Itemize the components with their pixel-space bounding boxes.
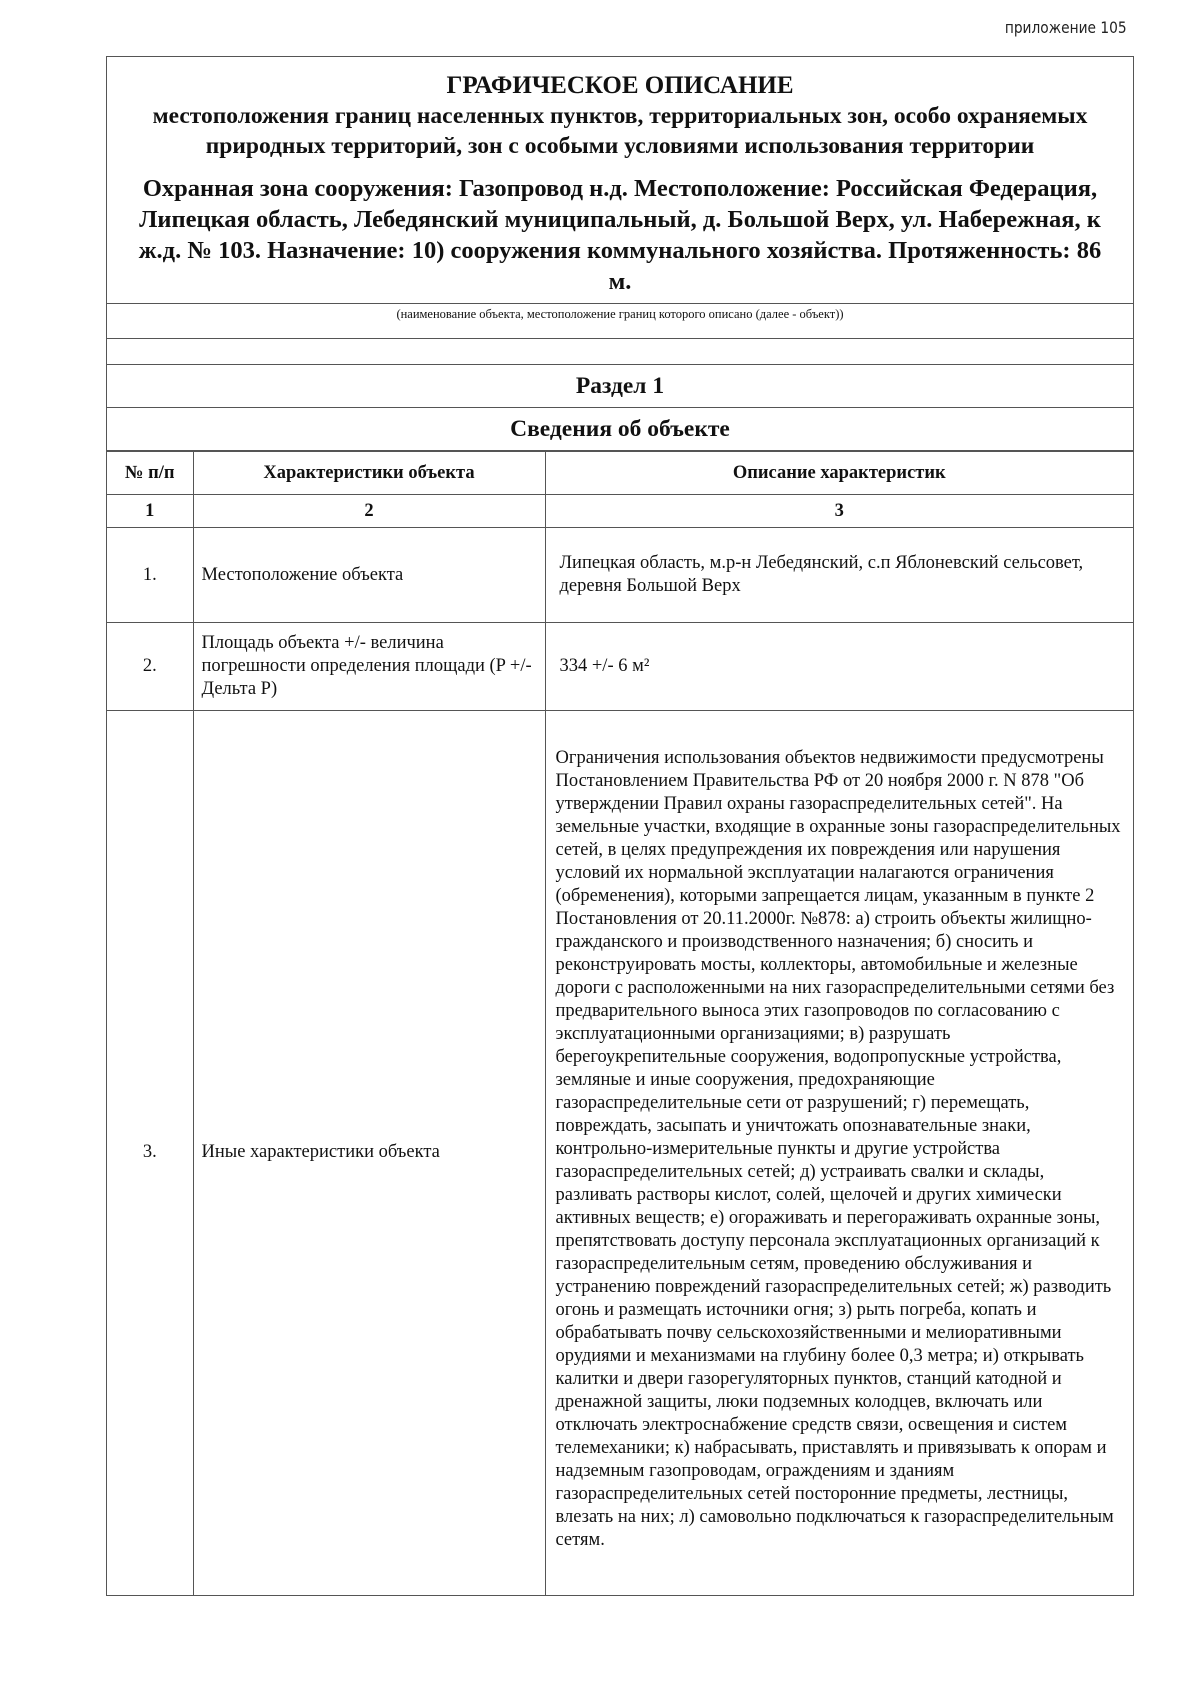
- table-row: [107, 623, 1133, 711]
- row-number: 3.: [107, 711, 193, 1595]
- header-number: № п/п: [107, 452, 193, 495]
- row-description: Липецкая область, м.р-н Лебедянский, с.п Яблоневский сельсовет, деревня Большой Верх: [545, 528, 1133, 623]
- spacer-row: [107, 339, 1133, 365]
- document-header: [107, 57, 1133, 304]
- object-info-table: [107, 451, 1133, 1595]
- row-characteristic: Местоположение объекта: [193, 528, 545, 623]
- row-characteristic: Площадь объекта +/- величина погрешности определения площади (P +/- Дельта P): [193, 623, 545, 711]
- header-description: Описание характеристик: [545, 452, 1133, 495]
- document-subtitle: местоположения границ населенных пунктов, территориальных зон, особо охраняемых природных территорий, зон с особыми условиями использования территории: [152, 103, 1088, 159]
- column-number: 1: [107, 495, 193, 528]
- section-subtitle: Сведения об объекте: [107, 408, 1133, 451]
- column-number: 3: [545, 495, 1133, 528]
- row-number: 2.: [107, 623, 193, 711]
- page-label: приложение 105: [1005, 18, 1127, 37]
- section-title: Раздел 1: [107, 365, 1133, 408]
- table-row: [107, 528, 1133, 623]
- row-characteristic: Иные характеристики объекта: [193, 711, 545, 1595]
- row-description: 334 +/- 6 м²: [545, 623, 1133, 711]
- row-description: Ограничения использования объектов недвижимости предусмотрены Постановлением Правительства РФ от 20 ноября 2000 г. N 878 "Об утверждении Правил охраны газораспределительных сетей". На земельные участки, входящие в охранные зоны газораспределительных сетей, в целях предупреждения их повреждения или нарушения условий их нормальной эксплуатации налагаются ограничения (обременения), которыми запрещается лицам, указанным в пункте 2 Постановления от 20.11.2000г. №878: а) строить объекты жилищно-гражданского и производственного назначения; б) сносить и реконструировать мосты, коллекторы, автомобильные и железные дороги с расположенными на них газораспределительными сетями без предварительного выноса этих газопроводов по согласованию с эксплуатационными организациями; в) разрушать берегоукрепительные сооружения, водопропускные устройства, земляные и иные сооружения, предохраняющие газораспределительные сети от разрушений; г) перемещать, повреждать, засыпать и уничтожать опознавательные знаки, контрольно-измерительные пункты и другие устройства газораспределительных сетей; д) устраивать свалки и склады, разливать растворы кислот, солей, щелочей и других химически активных веществ; е) огораживать и перегораживать охранные зоны, препятствовать доступу персонала эксплуатационных организаций к газораспределительным сетям, проведению обслуживания и устранению повреждений газораспределительных сетей; ж) разводить огонь и размещать источники огня; з) рыть погреба, копать и обрабатывать почву сельскохозяйственными и мелиоративными орудиями и механизмами на глубину более 0,3 метра; и) открывать калитки и двери газорегуляторных пунктов, станций катодной и дренажной защиты, люки подземных колодцев, включать или отключать электроснабжение средств связи, освещения и систем телемеханики; к) набрасывать, приставлять и привязывать к опорам и надземным газопроводам, ограждениям и зданиям газораспределительных сетей посторонние предметы, лестницы, влезать на них; л) самовольно подключаться к газораспределительным сетям.: [545, 711, 1133, 1595]
- table-row: [107, 711, 1133, 1595]
- row-number: 1.: [107, 528, 193, 623]
- document-frame: [106, 56, 1134, 1596]
- column-number: 2: [193, 495, 545, 528]
- document-title: ГРАФИЧЕСКОЕ ОПИСАНИЕ: [446, 72, 794, 99]
- column-number-row: [107, 495, 1133, 528]
- table-header-row: [107, 452, 1133, 495]
- object-name: Охранная зона сооружения: Газопровод н.д. Местоположение: Российская Федерация, Липецкая область, Лебедянский муниципальный, д. Большой Верх, ул. Набережная, к ж.д. № 103. Назначение: 10) сооружения коммунального хозяйства. Протяженность: 86 м.: [138, 175, 1102, 295]
- object-caption: (наименование объекта, местоположение границ которого описано (далее - объект)): [107, 304, 1133, 339]
- header-characteristic: Характеристики объекта: [193, 452, 545, 495]
